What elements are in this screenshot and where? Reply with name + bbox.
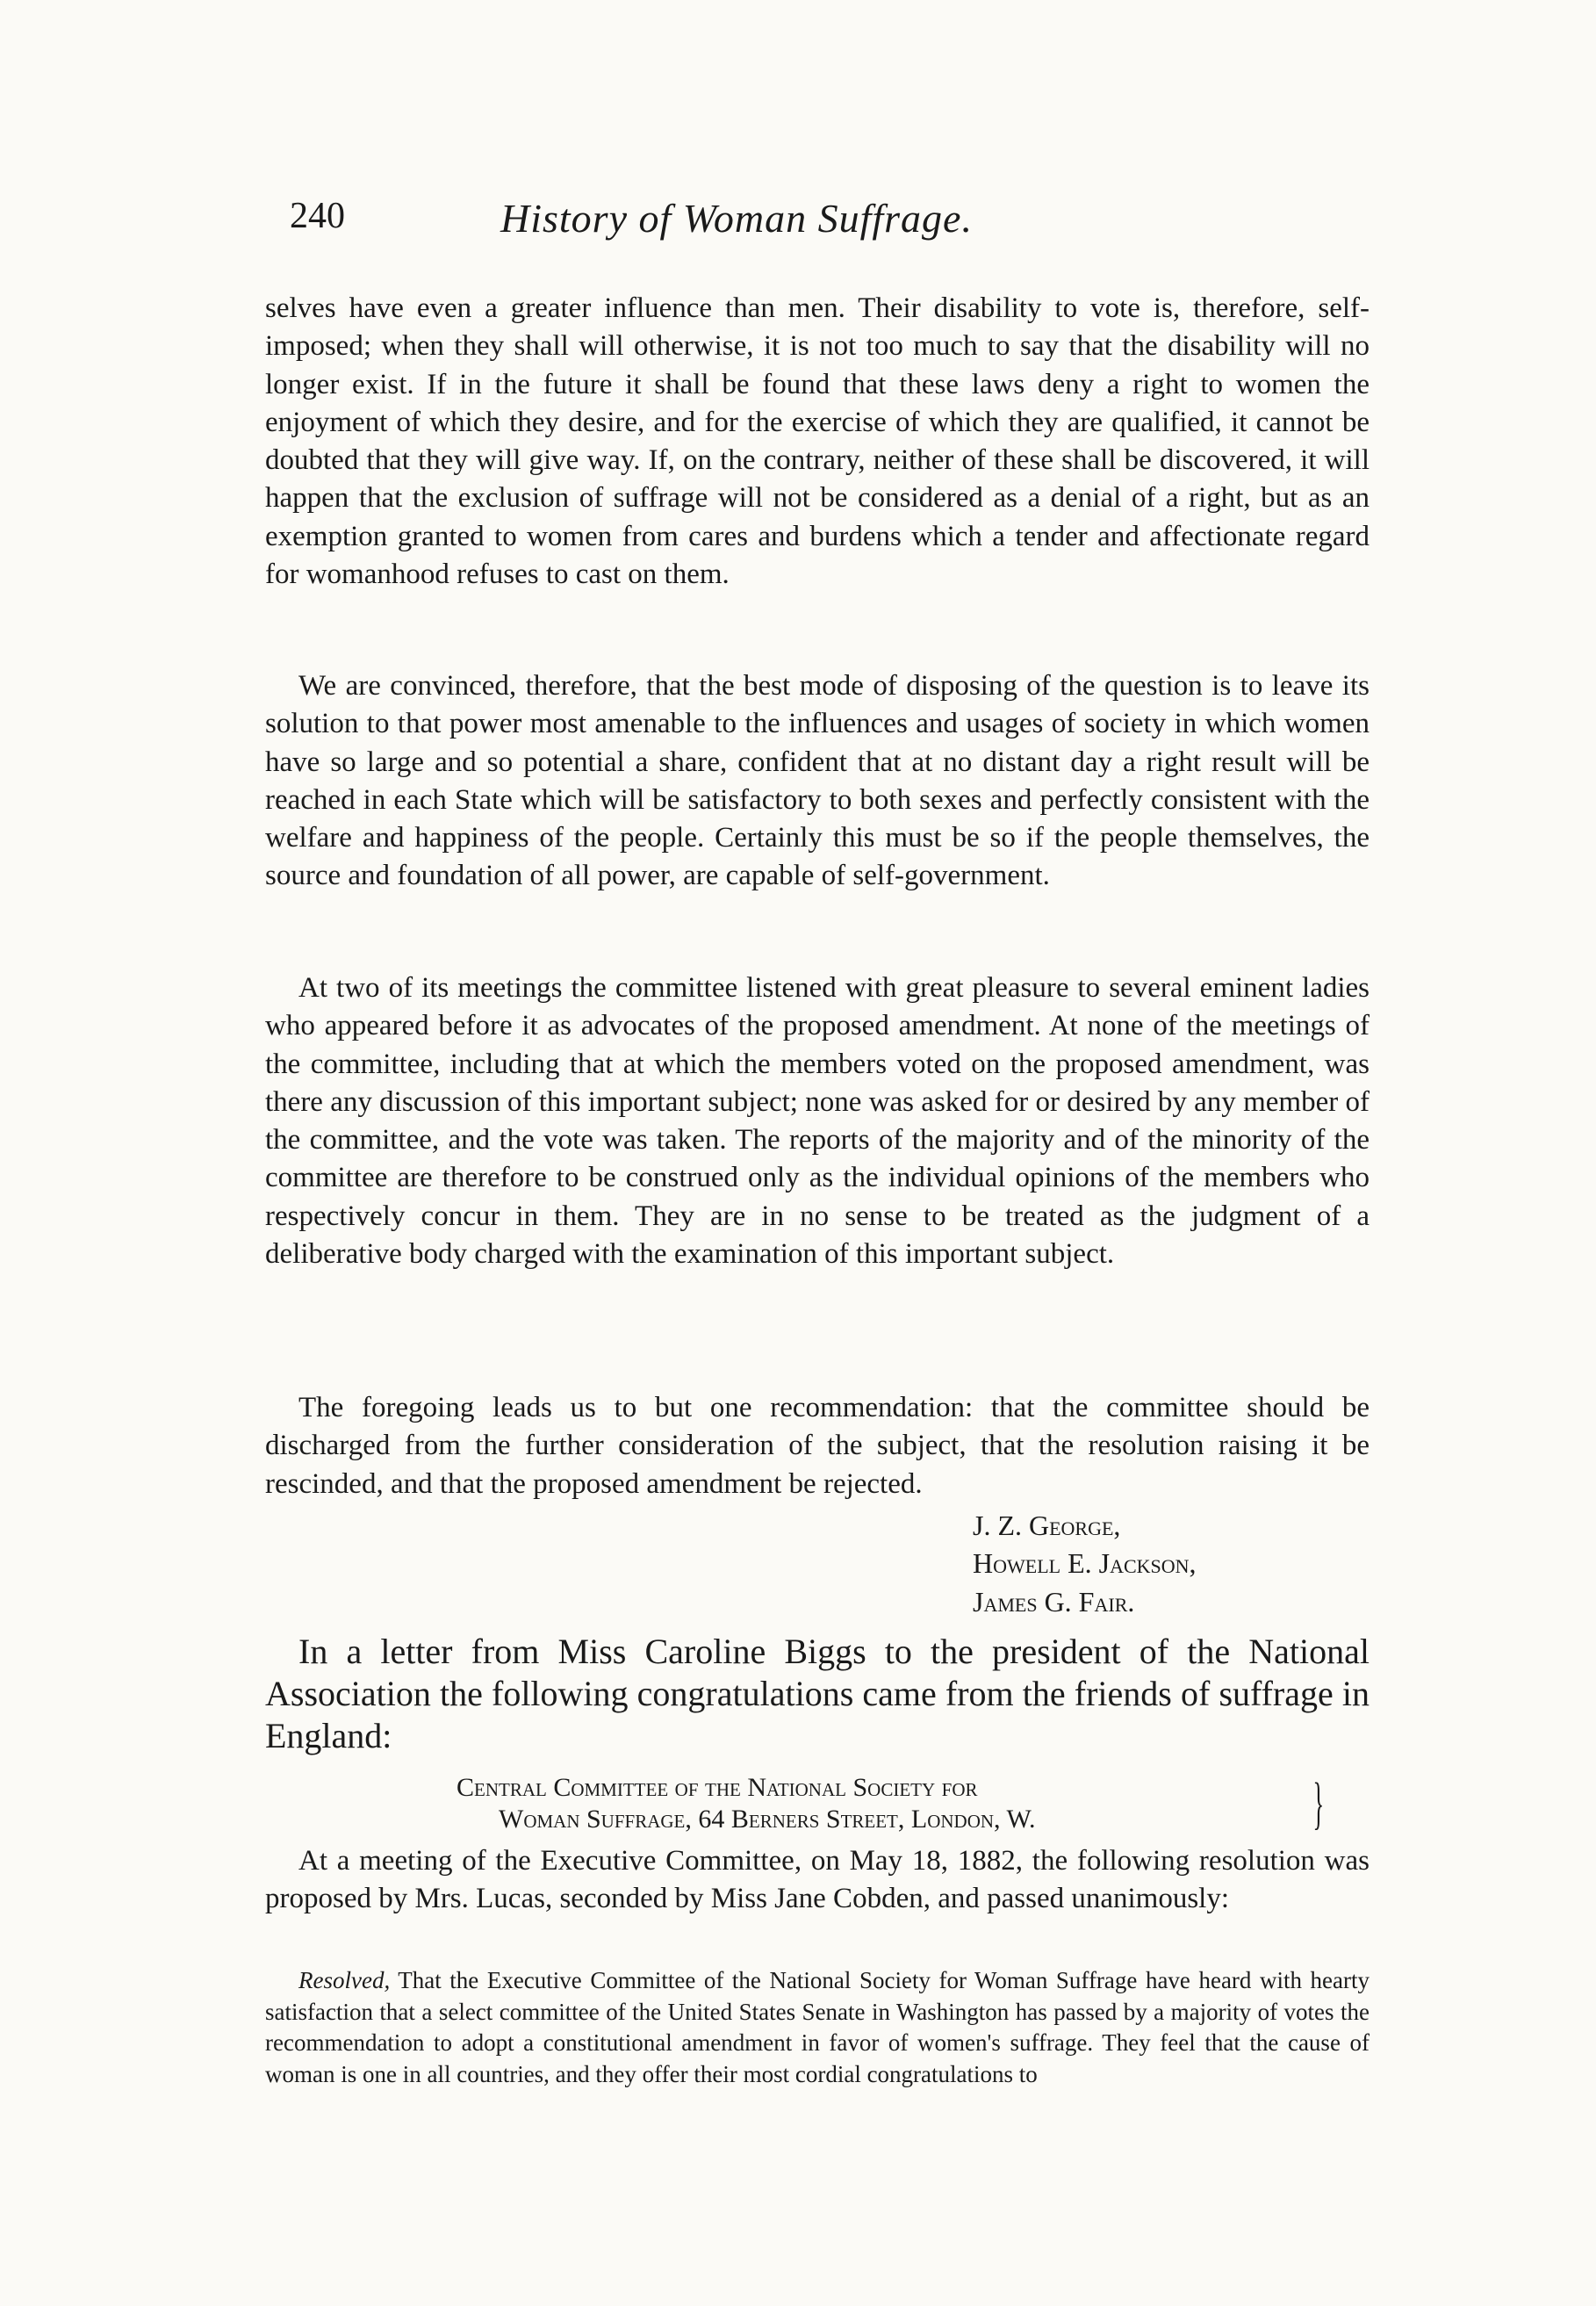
paragraph-4: The foregoing leads us to but one recommendation: that the committee should be discharged from the further consideration of the subject, that the resolution raising it be rescinded, and that the proposed amendment be rejected.	[265, 1392, 1370, 1500]
resolution-paragraph	[265, 1965, 1370, 2090]
meeting-text: At a meeting of the Executive Committee, on May 18, 1882, the following resolution was proposed by Mrs. Lucas, seconded by Miss Jane Cobden, and passed unanimously:	[265, 1845, 1370, 1915]
meeting-paragraph	[265, 1842, 1370, 1919]
page-number: 240	[290, 196, 345, 236]
paragraph-block-3	[265, 969, 1370, 1273]
letterhead-line-1: Central Committee of the National Society for	[457, 1773, 978, 1802]
letterhead-line-2: Woman Suffrage, 64 Berners Street, London, W.	[499, 1805, 1036, 1834]
paragraph-2: We are convinced, therefore, that the best mode of disposing of the question is to leave its solution to that power most amenable to the influences and usages of society in which women have so large and so potential a share, confident that at no distant day a right result will be reached in each State which will be satisfactory to both sexes and perfectly consistent with the welfare and happiness of the people. Certainly this must be so if the people themselves, the source and foundation of all power, are capable of self-government.	[265, 670, 1370, 892]
signature-block	[973, 1507, 1197, 1621]
paragraph-continuation	[265, 290, 1370, 594]
paragraph-block-2	[265, 667, 1370, 896]
letter-intro	[265, 1631, 1370, 1757]
paragraph-block-4	[265, 1389, 1370, 1503]
running-title: History of Woman Suffrage.	[500, 196, 973, 241]
resolution-body: That the Executive Committee of the National Society for Woman Suffrage have heard with hearty satisfaction that a select committee of the United States Senate in Washington has passed by a majority of votes the recommendation to adopt a constitutional amendment in favor of women's suffrage. They feel that the cause of woman is one in all countries, and they offer their most cordial congratulations to	[265, 1967, 1370, 2087]
resolution-text	[265, 1965, 1370, 2090]
page-header	[290, 195, 1370, 256]
resolution-lead: Resolved,	[298, 1967, 391, 1993]
brace-icon: }	[1312, 1771, 1325, 1835]
signature-fair: James G. Fair.	[973, 1585, 1135, 1618]
letterhead	[457, 1772, 1334, 1835]
signature-george: J. Z. George,	[973, 1510, 1121, 1541]
signature-jackson: Howell E. Jackson,	[973, 1547, 1197, 1580]
paragraph-3: At two of its meetings the committee listened with great pleasure to several eminent ladies who appeared before it as advocates of the proposed amendment. At none of the meetings of the committee, including that at which the members voted on the proposed amendment, was there any discussion of this important subject; none was asked for or desired by any member of the committee, and the vote was taken. The reports of the majority and of the minority of the committee are therefore to be construed only as the individual opinions of the members who respectively concur in them. They are in no sense to be treated as the judgment of a deliberative body charged with the examination of this important subject.	[265, 972, 1370, 1271]
letter-intro-text: In a letter from Miss Caroline Biggs to the president of the National Association the following congratulations came from the friends of suffrage in England:	[265, 1632, 1370, 1755]
paragraph-1: selves have even a greater influence than men. Their disability to vote is, therefore, self-imposed; when they shall will otherwise, it is not too much to say that the disability will no longer exist. If in the future it shall be found that these laws deny a right to women the enjoyment of which they desire, and for the exercise of which they are qualified, it cannot be doubted that they will give way. If, on the contrary, neither of these shall be discovered, it will happen that the exclusion of suffrage will not be considered as a denial of a right, but as an exemption granted to women from cares and burdens which a tender and affectionate regard for womanhood refuses to cast on them.	[265, 292, 1370, 591]
